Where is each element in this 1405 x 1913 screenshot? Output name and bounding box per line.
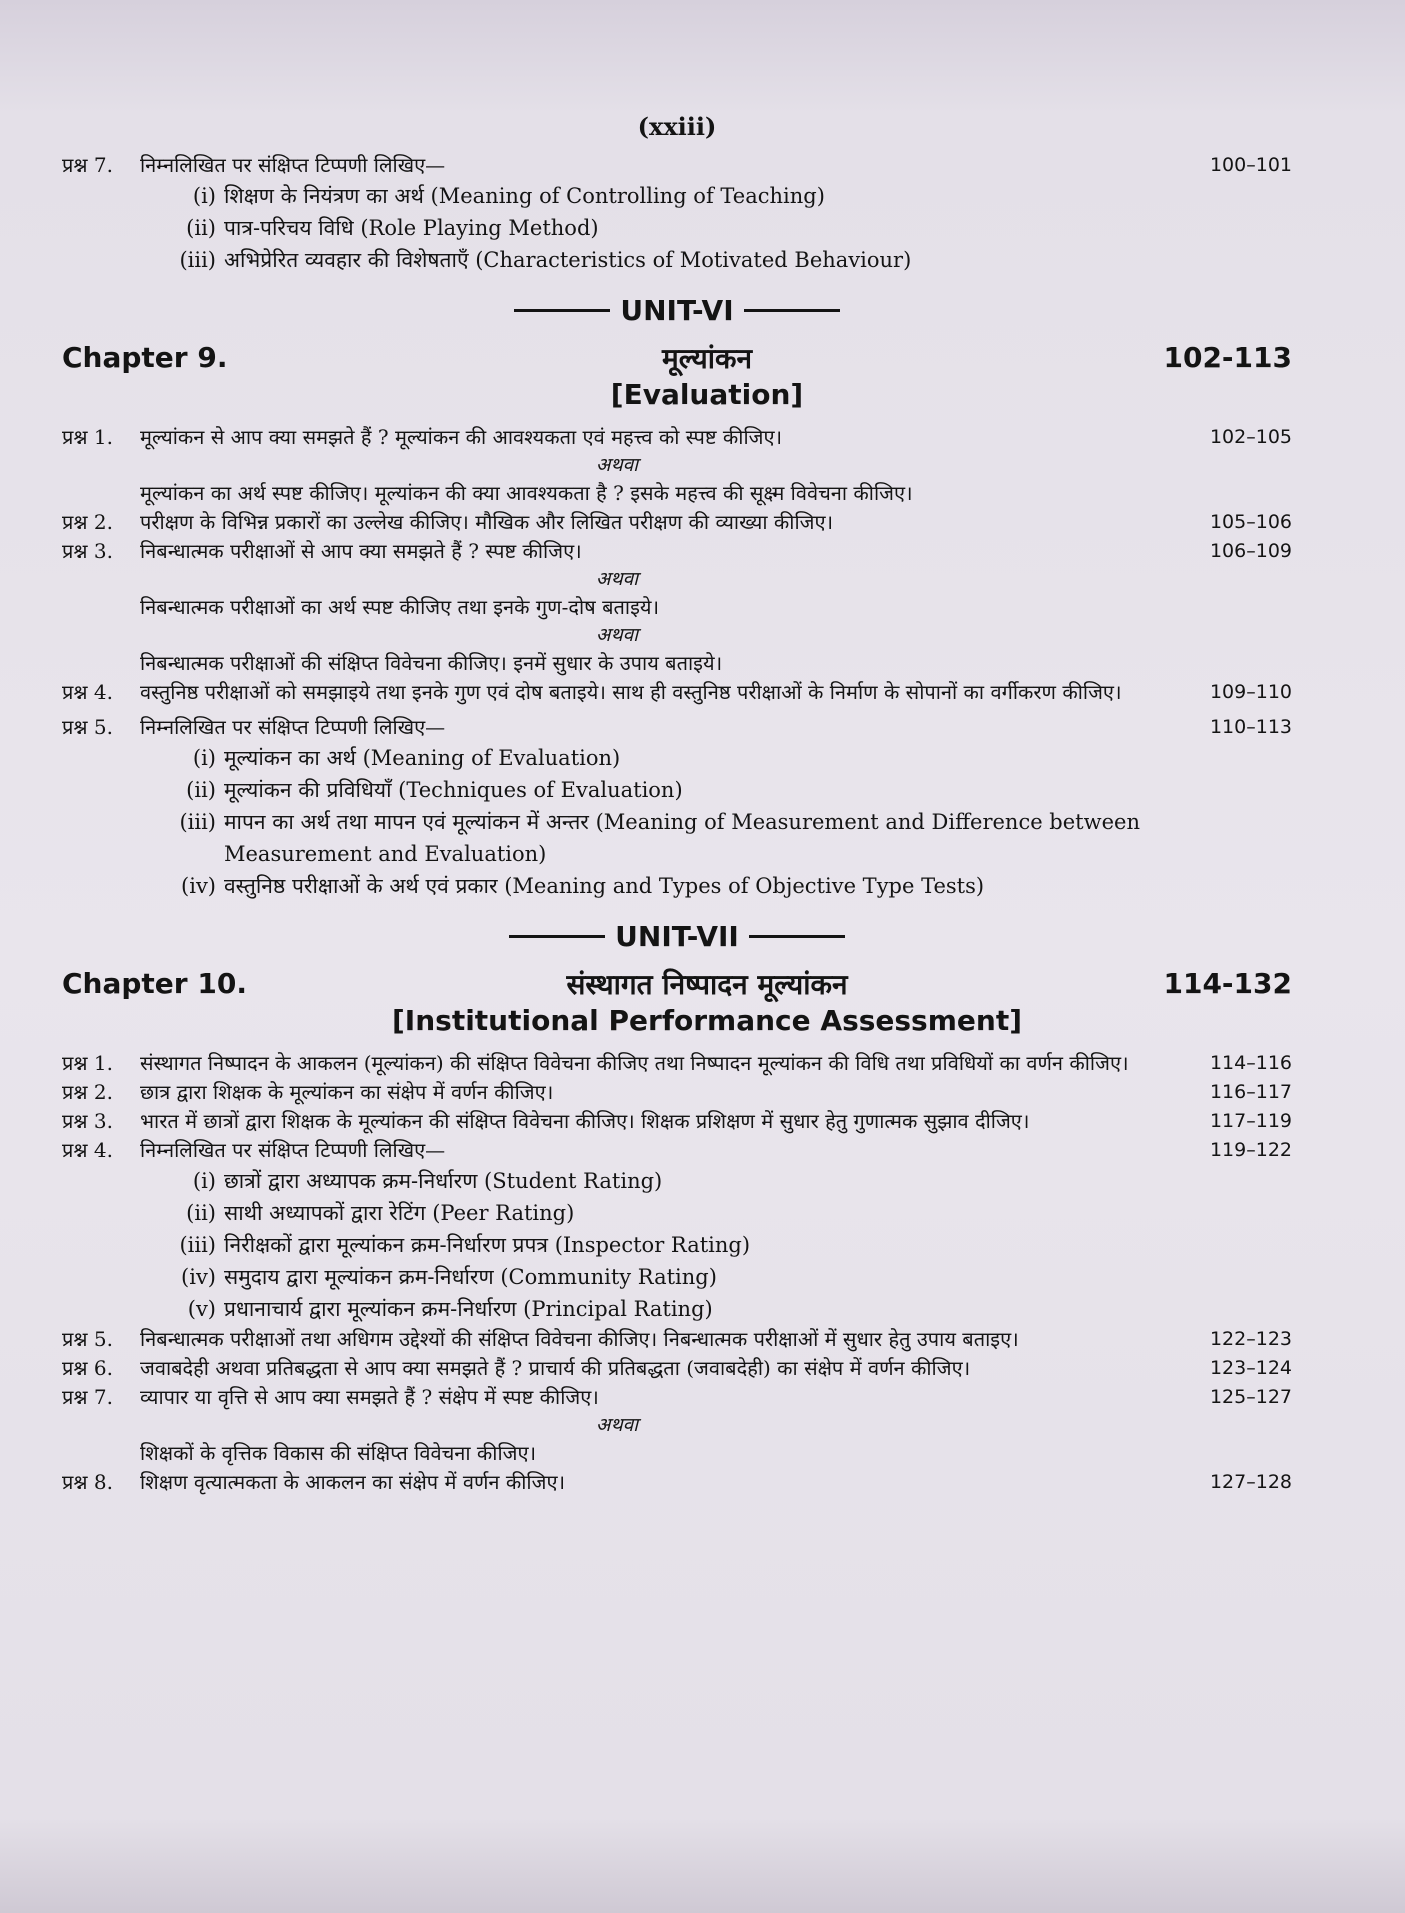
unit-title: UNIT-VII (615, 920, 739, 953)
sub-item: (ii) पात्र-परिचय विधि (Role Playing Method) (186, 216, 599, 240)
alternative-question: शिक्षकों के वृत्तिक विकास की संक्षिप्त विवेचना कीजिए। (140, 1441, 537, 1465)
sub-item: (iv) वस्तुनिष्ठ परीक्षाओं के अर्थ एवं प्रकार (Meaning and Types of Objective Type Tests) (181, 874, 985, 898)
question-text: निम्नलिखित पर संक्षिप्त टिप्पणी लिखिए— (140, 153, 446, 177)
question-row: प्रश्न 1. संस्थागत निष्पादन के आकलन (मूल्यांकन) की संक्षिप्त विवेचना कीजिए तथा निष्पादन मूल्यांकन की विधि तथा प्रविधियों का वर्णन कीजिए। 114–116 (62, 1051, 1292, 1075)
divider (514, 309, 610, 312)
question-row: प्रश्न 2. छात्र द्वारा शिक्षक के मूल्यांकन का संक्षेप में वर्णन कीजिए। 116–117 (62, 1080, 1292, 1104)
chapter-label: Chapter 10. (62, 967, 247, 1000)
divider (509, 935, 605, 938)
alternative-separator: अथवा (595, 624, 639, 646)
question-row: प्रश्न 1. मूल्यांकन से आप क्या समझते हैं ? मूल्यांकन की आवश्यकता एवं महत्त्व को स्पष्ट कीजिए। 102–105 (62, 425, 1292, 449)
chapter-title (322, 967, 1092, 1039)
alternative-separator: अथवा (595, 454, 639, 476)
alternative-question: मूल्यांकन का अर्थ स्पष्ट कीजिए। मूल्यांकन की क्या आवश्यकता है ? इसके महत्त्व की सूक्ष्म विवेचना कीजिए। (140, 481, 913, 505)
question-row: प्रश्न 3. भारत में छात्रों द्वारा शिक्षक के मूल्यांकन की संक्षिप्त विवेचना कीजिए। शिक्षक प्रशिक्षण में सुधार हेतु गुणात्मक सुझाव दीजिए। 117–119 (62, 1109, 1292, 1133)
chapter-label: Chapter 9. (62, 341, 228, 374)
unit-heading (62, 294, 1292, 327)
unit-title: UNIT-VI (620, 294, 734, 327)
chapter-title (322, 341, 1092, 413)
question-row: प्रश्न 4. निम्नलिखित पर संक्षिप्त टिप्पणी लिखिए— 119–122 (62, 1138, 1292, 1162)
divider (749, 935, 845, 938)
sub-item: (ii) मूल्यांकन की प्रविधियाँ (Techniques of Evaluation) (186, 778, 683, 802)
question-pages: 100–101 (1209, 154, 1292, 176)
unit-heading (62, 920, 1292, 953)
alternative-question: निबन्धात्मक परीक्षाओं की संक्षिप्त विवेचना कीजिए। इनमें सुधार के उपाय बताइये। (140, 651, 723, 675)
sub-item: (i) शिक्षण के नियंत्रण का अर्थ (Meaning of Controlling of Teaching) (192, 184, 825, 208)
question-row: प्रश्न 8. शिक्षण वृत्यात्मकता के आकलन का संक्षेप में वर्णन कीजिए। 127–128 (62, 1470, 1292, 1494)
sub-item: (i) मूल्यांकन का अर्थ (Meaning of Evaluation) (192, 746, 621, 770)
chapter-heading (62, 967, 1292, 1039)
chapter-pages: 114-132 (1163, 967, 1292, 1000)
sub-item: (i) छात्रों द्वारा अध्यापक क्रम-निर्धारण (Student Rating) (192, 1169, 663, 1193)
alternative-question: निबन्धात्मक परीक्षाओं का अर्थ स्पष्ट कीजिए तथा इनके गुण-दोष बताइये। (140, 595, 660, 619)
chapter-title-hindi: संस्थागत निष्पादन मूल्यांकन (566, 968, 848, 1001)
sub-item: (iii) मापन का अर्थ तथा मापन एवं मूल्यांकन में अन्तर (Meaning of Measurement and Difference between Measurement and Evaluation) (179, 810, 1140, 866)
chapter-title-english: [Evaluation] (610, 378, 804, 411)
chapter-heading (62, 341, 1292, 413)
question-row: प्रश्न 7. व्यापार या वृत्ति से आप क्या समझते हैं ? संक्षेप में स्पष्ट कीजिए। 125–127 (62, 1385, 1292, 1409)
question-row: प्रश्न 2. परीक्षण के विभिन्न प्रकारों का उल्लेख कीजिए। मौखिक और लिखित परीक्षण की व्याख्या कीजिए। 105–106 (62, 510, 1292, 534)
question-row: प्रश्न 6. जवाबदेही अथवा प्रतिबद्धता से आप क्या समझते हैं ? प्राचार्य की प्रतिबद्धता (जवाबदेही) का संक्षेप में वर्णन कीजिए। 123–124 (62, 1356, 1292, 1380)
sub-item: (v) प्रधानाचार्य द्वारा मूल्यांकन क्रम-निर्धारण (Principal Rating) (187, 1297, 713, 1321)
page-number: (xxiii) (637, 112, 717, 141)
question-row: प्रश्न 4. वस्तुनिष्ठ परीक्षाओं को समझाइये तथा इनके गुण एवं दोष बताइये। साथ ही वस्तुनिष्ठ परीक्षाओं के निर्माण के सोपानों का वर्गीकरण कीजिए। 109–110 (62, 680, 1292, 704)
question-row: प्रश्न 5. निम्नलिखित पर संक्षिप्त टिप्पणी लिखिए— 110–113 (62, 715, 1292, 739)
question-row: प्रश्न 3. निबन्धात्मक परीक्षाओं से आप क्या समझते हैं ? स्पष्ट कीजिए। 106–109 (62, 539, 1292, 563)
contents-body (62, 112, 1292, 1497)
divider (744, 309, 840, 312)
sub-item: (iii) निरीक्षकों द्वारा मूल्यांकन क्रम-निर्धारण प्रपत्र (Inspector Rating) (179, 1233, 751, 1257)
chapter-pages: 102-113 (1163, 341, 1292, 374)
question-row (62, 151, 1292, 180)
question-label: प्रश्न 7. (62, 153, 113, 177)
sub-item: (iv) समुदाय द्वारा मूल्यांकन क्रम-निर्धारण (Community Rating) (181, 1265, 717, 1289)
chapter-title-hindi: मूल्यांकन (661, 342, 753, 375)
sub-item: (ii) साथी अध्यापकों द्वारा रेटिंग (Peer Rating) (186, 1201, 575, 1225)
sub-item: (iii) अभिप्रेरित व्यवहार की विशेषताएँ (Characteristics of Motivated Behaviour) (179, 248, 912, 272)
chapter-title-english: [Institutional Performance Assessment] (392, 1004, 1022, 1037)
alternative-separator: अथवा (595, 568, 639, 590)
alternative-separator: अथवा (595, 1414, 639, 1436)
question-row: प्रश्न 5. निबन्धात्मक परीक्षाओं तथा अधिगम उद्देश्यों की संक्षिप्त विवेचना कीजिए। निबन्धात्मक परीक्षाओं में सुधार हेतु उपाय बताइए। 122–123 (62, 1327, 1292, 1351)
